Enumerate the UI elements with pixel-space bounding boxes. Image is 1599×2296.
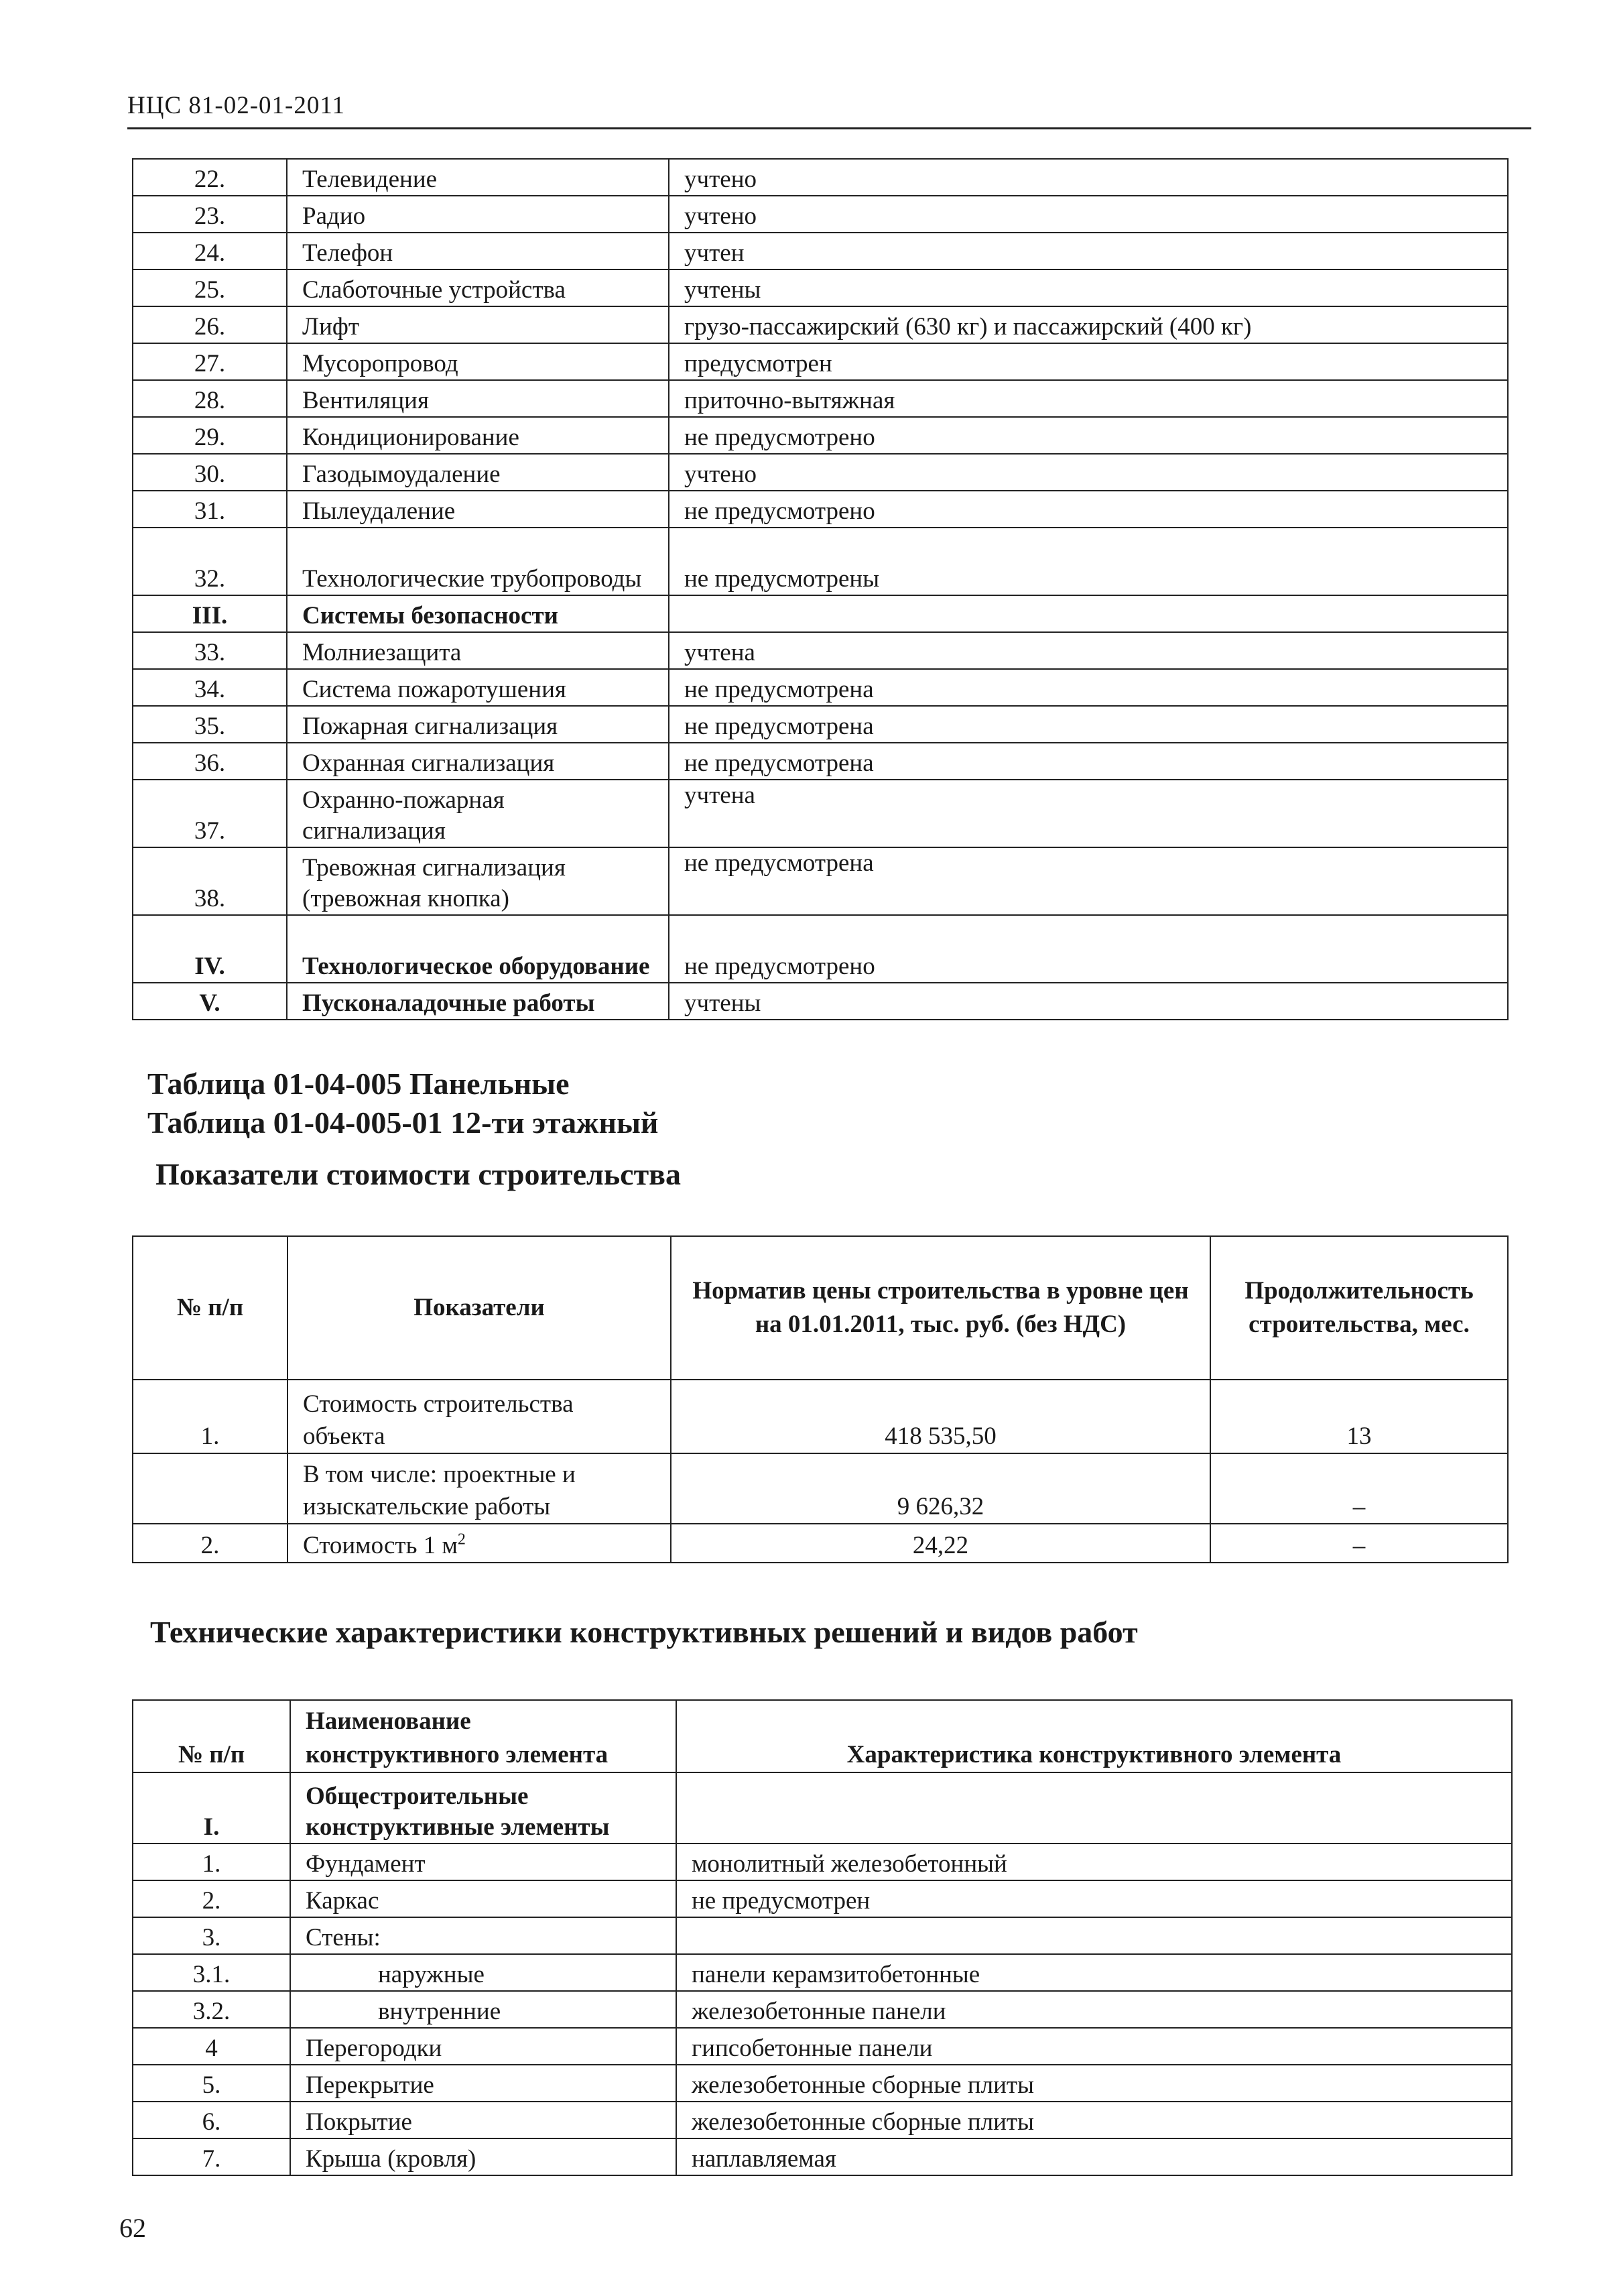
duration-value: – [1210,1524,1508,1563]
table-row [133,491,1508,528]
row-name: Радио [287,196,669,233]
table-row [133,1524,1508,1563]
row-name: Охранная сигнализация [287,743,669,780]
row-name: наружные [290,1954,676,1991]
row-number: 1. [133,1844,290,1880]
table-row [133,2065,1512,2102]
section-name: Технологическое оборудование [287,915,669,983]
section-number: III. [133,595,287,632]
row-number: 29. [133,417,287,454]
table-row [133,454,1508,491]
row-number: 7. [133,2138,290,2175]
row-number: 25. [133,269,287,306]
row-name: Газодымоудаление [287,454,669,491]
row-name: Лифт [287,306,669,343]
row-value: приточно-вытяжная [669,380,1508,417]
row-value: панели керамзитобетонные [676,1954,1512,1991]
row-number: 37. [133,780,287,847]
table-row [133,1917,1512,1954]
row-value: учтено [669,159,1508,196]
row-value [676,1772,1512,1844]
price-value: 418 535,50 [671,1380,1210,1453]
header-rule [127,127,1531,129]
table-row [133,1954,1512,1991]
row-number: 38. [133,847,287,915]
row-number: 31. [133,491,287,528]
table-row [133,1380,1508,1453]
superscript: 2 [457,1530,466,1549]
row-number: 2. [133,1880,290,1917]
row-name: Пылеудаление [287,491,669,528]
row-value: учтена [669,780,1508,847]
row-name: В том числе: проектные и изыскательские работы [287,1453,671,1524]
row-value: учтены [669,269,1508,306]
row-value: не предусмотрена [669,669,1508,706]
table-header-row [133,1236,1508,1380]
row-value: не предусмотрен [676,1880,1512,1917]
row-number: 27. [133,343,287,380]
row-value: наплавляемая [676,2138,1512,2175]
column-header: Продолжительность строительства, мес. [1210,1236,1508,1380]
table-row [133,669,1508,706]
price-value: 9 626,32 [671,1453,1210,1524]
construction-elements-table [132,1699,1513,2176]
section-heading: Технические характеристики конструктивных решений и видов работ [150,1615,1138,1649]
row-value: не предусмотрено [669,915,1508,983]
column-header: Характеристика конструктивного элемента [676,1700,1512,1772]
table-row [133,269,1508,306]
row-name-text: Стоимость 1 м [303,1532,458,1559]
row-name: Технологические трубопроводы [287,528,669,595]
row-number: 4 [133,2028,290,2065]
row-value: монолитный железобетонный [676,1844,1512,1880]
row-number: 35. [133,706,287,743]
row-name: Система пожаротушения [287,669,669,706]
row-value: предусмотрен [669,343,1508,380]
table-title: Таблица 01-04-005 Панельные [147,1067,570,1101]
section-row [133,595,1508,632]
document-code: НЦС 81-02-01-2011 [127,92,345,119]
row-value: учтена [669,632,1508,669]
section-name: Системы безопасности [287,595,669,632]
row-name: Охранно-пожарная сигнализация [287,780,669,847]
section-number: V. [133,983,287,1020]
row-number: 32. [133,528,287,595]
row-number: 3.1. [133,1954,290,1991]
row-name: Стоимость строительства объекта [287,1380,671,1453]
section-row [133,983,1508,1020]
row-number: 2. [133,1524,287,1563]
row-number: 26. [133,306,287,343]
row-number: 5. [133,2065,290,2102]
row-name: Кондиционирование [287,417,669,454]
row-value: не предусмотрена [669,847,1508,915]
duration-value: 13 [1210,1380,1508,1453]
row-name: Пожарная сигнализация [287,706,669,743]
table-row [133,380,1508,417]
row-number: 34. [133,669,287,706]
row-name: Перегородки [290,2028,676,2065]
table-row [133,306,1508,343]
row-value: не предусмотрено [669,491,1508,528]
row-name: Тревожная сигнализация (тревожная кнопка) [287,847,669,915]
row-value: гипсобетонные панели [676,2028,1512,2065]
row-name: Вентиляция [287,380,669,417]
cost-indicators-table [132,1235,1509,1563]
column-header: № п/п [133,1700,290,1772]
table-row [133,1844,1512,1880]
section-number: I. [133,1772,290,1844]
column-header: Норматив цены строительства в уровне цен на 01.01.2011, тыс. руб. (без НДС) [671,1236,1210,1380]
row-name: Крыша (кровля) [290,2138,676,2175]
table-row [133,1453,1508,1524]
row-name: Стены: [290,1917,676,1954]
row-number: 1. [133,1380,287,1453]
row-name: внутренние [290,1991,676,2028]
row-number: 3. [133,1917,290,1954]
column-header: Наименование конструктивного элемента [290,1700,676,1772]
row-number: 22. [133,159,287,196]
row-value: учтено [669,454,1508,491]
row-value: не предусмотрено [669,417,1508,454]
section-heading: Показатели стоимости строительства [155,1157,682,1191]
table-row [133,706,1508,743]
duration-value: – [1210,1453,1508,1524]
table-row [133,632,1508,669]
row-number: 36. [133,743,287,780]
section-row [133,915,1508,983]
section-name: Пусконаладочные работы [287,983,669,1020]
row-name: Телефон [287,233,669,269]
row-name: Фундамент [290,1844,676,1880]
table-row [133,847,1508,915]
row-number: 28. [133,380,287,417]
row-value: грузо-пассажирский (630 кг) и пассажирский (400 кг) [669,306,1508,343]
row-value: железобетонные сборные плиты [676,2065,1512,2102]
table-row [133,2102,1512,2138]
table-subtitle: Таблица 01-04-005-01 12-ти этажный [147,1105,659,1140]
row-name: Перекрытие [290,2065,676,2102]
row-value: учтено [669,196,1508,233]
row-value: не предусмотрены [669,528,1508,595]
table-row [133,1880,1512,1917]
row-value [676,1917,1512,1954]
table-row [133,1991,1512,2028]
row-number: 23. [133,196,287,233]
section-name: Общестроительные конструктивные элементы [290,1772,676,1844]
section-number: IV. [133,915,287,983]
price-value: 24,22 [671,1524,1210,1563]
row-number: 6. [133,2102,290,2138]
row-name [287,1524,671,1563]
table-row [133,2138,1512,2175]
table-row [133,196,1508,233]
table-row [133,159,1508,196]
column-header: Показатели [287,1236,671,1380]
section-row [133,1772,1512,1844]
table-row [133,343,1508,380]
row-number: 3.2. [133,1991,290,2028]
systems-table [132,158,1509,1020]
row-name: Слаботочные устройства [287,269,669,306]
row-number: 30. [133,454,287,491]
row-value: учтены [669,983,1508,1020]
table-row [133,743,1508,780]
row-value [669,595,1508,632]
table-header-row [133,1700,1512,1772]
column-header: № п/п [133,1236,287,1380]
row-value: железобетонные сборные плиты [676,2102,1512,2138]
row-name: Покрытие [290,2102,676,2138]
row-value: учтен [669,233,1508,269]
row-number: 33. [133,632,287,669]
row-number [133,1453,287,1524]
row-name: Каркас [290,1880,676,1917]
table-row [133,417,1508,454]
table-row [133,528,1508,595]
table-row [133,233,1508,269]
row-number: 24. [133,233,287,269]
page-number: 62 [119,2213,146,2243]
row-name: Молниезащита [287,632,669,669]
row-value: не предусмотрена [669,743,1508,780]
row-name: Мусоропровод [287,343,669,380]
table-row [133,780,1508,847]
row-name: Телевидение [287,159,669,196]
table-row [133,2028,1512,2065]
row-value: не предусмотрена [669,706,1508,743]
row-value: железобетонные панели [676,1991,1512,2028]
